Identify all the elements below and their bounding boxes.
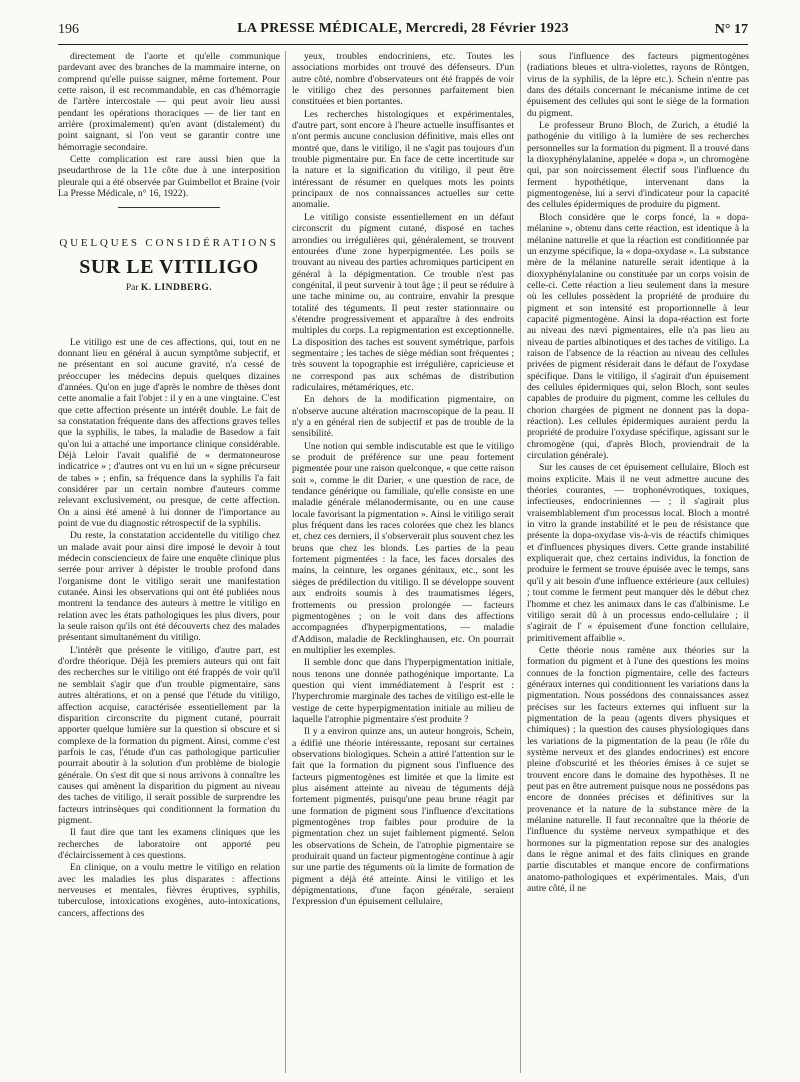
paragraph: Le vitiligo est une de ces affections, qui, tout en ne donnant lieu en général à aucun symptôme subjectif, et ne présentant en soi aucune gravité, n'a cessé de préoccuper les médecins depuis quelques dizaines d'années. Qu'on en juge d'après le nombre de thèses dont cette anomalie a fait l'objet : il y en a une vingtaine. C'est que cette affection présente un intérêt double. Le fait de sa constatation fréquente dans des affections graves telles que la syphilis, le tabes, la maladie de Basedow a fait qu'on lui a attaché une importance clinique considérable. Déjà Leloir l'avait qualifié de « dermatoneurose indicatrice » ; d'autres ont vu en lui un « signe précurseur de tabes » ; enfin, sa fréquence dans la syphilis l'a fait considérer par un certain nombre d'auteurs comme relevant exclusivement, ou presque, de cette affection. On a ainsi été amené à lui donner de l'importance au point de vue du diagnostic rétrospectif de la syphilis. [58,336,280,529]
previous-article-end [58,51,280,199]
paragraph: Une notion qui semble indiscutable est que le vitiligo se produit de préférence sur une peau fortement pigmentée pour une raison quelconque, « que cette raison soit », comme le dit Darier, « une question de race, de tendance générique ou familiale, qu'elle consiste en une maladie générale mélanodermisante, ou en une cause locale favorisant la pigmentation ». Ainsi le vitiligo serait plus fréquent dans les races colorées que chez les blancs et, chez ces derniers, il s'observerait plus souvent chez les bruns que chez les blonds. Les parties de la peau fortement pigmentées : la face, les faces dorsales des mains, la ceinture, les organes génitaux, etc., sont les sièges de prédilection du vitiligo. Il se développe souvent aux endroits soumis à des traumatismes légers, frottements ou pression prolongée — facteurs pigmentogènes ; on le voit dans des affections accompagnées d'hyperpigmentations, — maladie d'Addison, maladie de Recklinghausen, etc. On pourrait en multiplier les exemples. [292,440,514,656]
article-title: SUR LE VITILIGO [79,255,259,278]
paragraph: Le vitiligo consiste essentiellement en un défaut circonscrit du pigment cutané, disposé en taches arrondies ou irrégulières qui, généralement, se trouvent entourées d'une zone hyperpigmentée. Les poils se trouvant au niveau des parties achromiques participent en général à la dépigmentation. Ce trouble n'est pas congénital, il peut survenir à tout âge ; il peut se réduire à une tache minime ou, au contraire, envahir la presque totalité des téguments. Il peut rester stationnaire ou s'étendre progressivement et apparaître à des endroits multiples du corps. La repigmentation est exceptionnelle. La disposition des taches est souvent symétrique, parfois segmentaire ; les taches de siège médian sont fréquentes ; très souvent la topographie est irrégulière, capricieuse et ne correspond pas aux schémas de distribution radiculaires, métamériques, etc. [292,211,514,393]
page-header [58,20,748,45]
article-body-start [58,337,280,920]
paragraph: Il y a environ quinze ans, un auteur hongrois, Schein, a édifié une théorie intéressante, reposant sur certaines observations biologiques. Schein a attiré l'attention sur le fait que la formation du pigment sous l'influence des facteurs pigmentogènes est limitée et que la limite est plus aisément atteinte au niveau de téguments déjà fortement pigmentés, puisqu'une peau brune réagit par une formation de pigment sous l'influence d'excitations pigmentogènes trop faibles pour produire de la pigmentation chez un sujet faiblement pigmenté. Selon les observations de Schein, de l'atrophie pigmentaire se produirait quand un facteur pigmentogène continue à agir sur une partie des téguments où la limite de formation de pigment a déjà été atteinte. Ainsi le vitiligo et les dépigmentations, d'une façon générale, seraient l'expression d'un épuisement cellulaire, [292,726,514,908]
paragraph: Les recherches histologiques et expérimentales, d'autre part, sont encore à l'heure actuelle insuffisantes et n'ont permis aucune conclusion définitive, mais elles ont montré que, dans le vitiligo, il ne s'agit pas toujours d'un trouble pigmentaire pur. En face de cette incertitude sur la nature et la signification du vitiligo, il peut être intéressant de résumer en quelques mots les points principaux de nos connaissances actuelles sur cette anomalie. [292,108,514,211]
article-kicker: QUELQUES CONSIDÉRATIONS [59,237,279,250]
paragraph: Du reste, la constatation accidentelle du vitiligo chez un malade avait pour ainsi dire imposé le devoir à tout médecin consciencieux de faire une enquête clinique plus serrée pour arriver à dépister le trouble profond dans l'organisme dont le vitiligo serait une manifestation cutanée. Ainsi les observations qui ont été publiées nous montrent la tendance des auteurs à mettre le vitiligo en relation avec les états pathologiques les plus divers, pour la seule raison qu'ils ont été découverts chez des malades présentant simultanément du vitiligo. [58,530,280,644]
paragraph: sous l'influence des facteurs pigmentogènes (radiations bleues et ultra-violettes, rayons de Röntgen, virus de la syphilis, de la lèpre etc.). Schein n'entre pas dans des détails concernant le mécanisme intime de cet épuisement des cellules qui sont le siège de la formation du pigment. [527,51,749,119]
column-1 [58,51,280,1073]
author-name: K. LINDBERG. [140,283,213,294]
paragraph: Cette théorie nous ramène aux théories sur la formation du pigment et à l'une des questions les moins connues de la fonction pigmentaire, celle des facteurs généraux internes qui conditionnent les variations dans la pigmentation. Nous possédons des connaissances assez précises sur les facteurs externes qui influent sur la pigmentation de la peau (agents divers physiques et chimiques) ; la question des causes physiologiques dans les variations de la pigmentation de la peau (le rôle du système nerveux et des glandes endocrines) est encore pleine d'obscurité et les théories émises à ce sujet se trouvent encore dans le domaine des hypothèses. Il ne peut pas en être autrement puisque nous ne possédons pas encore de données précises et définitives sur la provenance et la nature de la substance mère de la mélanine naturelle. Il faut reconnaître que la théorie de l'influence du système nerveux sympathique et des hormones sur la pigmentation repose sur des analogies dans le règne animal et des faits cliniques en grande partie discutables et manque encore de confirmations anatomo-pathologiques et expérimentales. Mais, d'un autre côté, il ne [527,644,749,895]
paragraph: Bloch considère que le corps foncé, la « dopa-mélanine », obtenu dans cette réaction, est identique à la mélanine naturelle et que la réaction est conditionnée par un enzyme spécifique, la « dopa-oxydase ». La substance mère de la mélanine naturelle serait identique à la dioxyphénylalanine ou constituée par un corps voisin de celle-ci. Cette réaction a lieu seulement dans la mesure où les cellules possèdent la propriété de produire du pigment et son intensité est proportionnelle à leur capacité pigmentogène. Ainsi la dopa-réaction est forte au niveau des nævi pigmentaires, elle n'a pas lieu au niveau de parties albinotiques et des taches de vitiligo. La raison de l'absence de la réaction au niveau des cellules privées de pigment résiderait dans le défaut de l'oxydase spécifique. Dans le vitiligo, il s'agirait d'un épuisement des cellules épidermiques qui, selon Bloch, sont seules capables de produire du pigment, comme les cellules du chorion chargées de pigment ne donnent pas la dopa-réaction). Les cellules épidermiques auraient perdu la propriété de produire l'oxydase spécifique, agissant sur le chromogène (qui, d'après Bloch, proviendrait de la circulation générale). [527,211,749,462]
paragraph: Il faut dire que tant les examens cliniques que les recherches de laboratoire ont apporté peu d'éclaircissement à ces questions. [58,827,280,861]
journal-title: LA PRESSE MÉDICALE, Mercredi, 28 Février 1923 [237,21,569,36]
issue-number: N° 17 [714,22,748,37]
page-number: 196 [58,22,79,37]
paragraph: Le professeur Bruno Bloch, de Zurich, a étudié la pathogénie du vitiligo à la lumière de ses recherches personnelles sur la formation du pigment. Il a trouvé dans la dioxyphénylalanine, appelée « dopa », un chromogène qui, par son noircissement électif sous l'influence du ferment hypothétique, intervenant dans la pigmentogenèse, lui a servi d'indicateur pour la capacité des cellules épidermiques de produire du pigment. [527,120,749,211]
column-divider [520,51,521,1073]
paragraph: En dehors de la modification pigmentaire, on n'observe aucune altération macroscopique de la peau. Il n'y a en général rien de subjectif et pas de trouble de la sensibilité. [292,394,514,440]
paragraph: L'intérêt que présente le vitiligo, d'autre part, est d'ordre théorique. Déjà les premiers auteurs qui ont fait des recherches sur le vitiligo ont été frappés de voir qu'il ne semblait s'agir que d'un trouble pigmentaire, sans autres altérations, et on a pensé que l'étude du vitiligo, affection acquise, caractérisée essentiellement par la disparition circonscrite du pigment cutané, pourrait apporter quelque lumière sur la question si obscure et si complexe de la formation du pigment. Ainsi, comme c'est parfois le cas, l'étude d'un cas pathologique particulier pourrait aboutir à la solution d'un problème de biologie générale. On s'est dit que si nous arrivons à connaître les causes qui amènent la disparition du pigment au niveau des taches de vitiligo, il serait possible de surprendre les facteurs intrinsèques qui conditionnent la formation du pigment. [58,644,280,826]
paragraph: yeux, troubles endocriniens, etc. Toutes les associations morbides ont trouvé des défenseurs. D'un autre côté, nombre d'observateurs ont été frappés de voir le vitiligo chez des personnes parfaitement bien constituées et bien portantes. [292,51,514,108]
paragraph: directement de l'aorte et qu'elle communique pardevant avec des branches de la mammaire interne, on comprend qu'elle puisse saigner, même fortement. Pour cette raison, il est recommandable, en cas d'hémorragie de l'artère intercostale — qui peut avoir lieu aussi pendant les opérations thoraciques — de lier tant en arrière (proximalement) qu'en avant (distalement) du point saignant, si l'on veut se garantir contre une hémorragie secondaire. [58,51,280,153]
article-byline [58,283,280,294]
byline-prefix: Par [125,283,139,294]
paragraph: Cette complication est rare aussi bien que la pseudarthrose de la 11e côte due à une interposition pleurale qui a été observée par Guimbellot et Braine (voir La Presse Médicale, n° 16, 1922). [58,154,280,200]
column-3 [527,51,749,1073]
paragraph: En clinique, on a voulu mettre le vitiligo en relation avec les maladies les plus disparates : affections nerveuses et mentales, fièvres éruptives, syphilis, tuberculose, intoxications exogènes, auto-intoxications, cancers, affections des [58,862,280,919]
article-separator [118,207,220,208]
column-2 [292,51,514,1073]
column-divider [285,51,286,1073]
paragraph: Il semble donc que dans l'hyperpigmentation initiale, nous tenons une donnée pathogénique importante. La question qui vient immédiatement à l'esprit est : l'hyperchromie marginale des taches de vitiligo est-elle le vestige de cette hyperpigmentation initiale au milieu de laquelle l'atrophie pigmentaire s'est produite ? [292,657,514,725]
paragraph: Sur les causes de cet épuisement cellulaire, Bloch est moins explicite. Mais il ne veut admettre aucune des théories courantes, — trophonévrotiques, toxiques, infectieuses, endocriniennes — ; il s'agirait plus vraisemblablement d'un processus local. Bloch a montré in vitro la grande instabilité et le peu de résistance que présente la dopa-oxydase vis-à-vis de réactifs chimiques et d'influences physiques divers. Cette grande instabilité expliquerait que, chez certains individus, la fonction de produire le ferment se trouve épuisée avec le temps, sans qu'il y ait besoin d'une influence extérieure (aux cellules) ; tout comme le ferment peut manquer dès le début chez l'homme et chez les animaux dans le cas d'albinisme. Le vitiligo serait dû à un processus endo-cellulaire ; il s'agirait de l' « épuisement d'une fonction cellulaire, primitivement affaiblie ». [527,462,749,644]
